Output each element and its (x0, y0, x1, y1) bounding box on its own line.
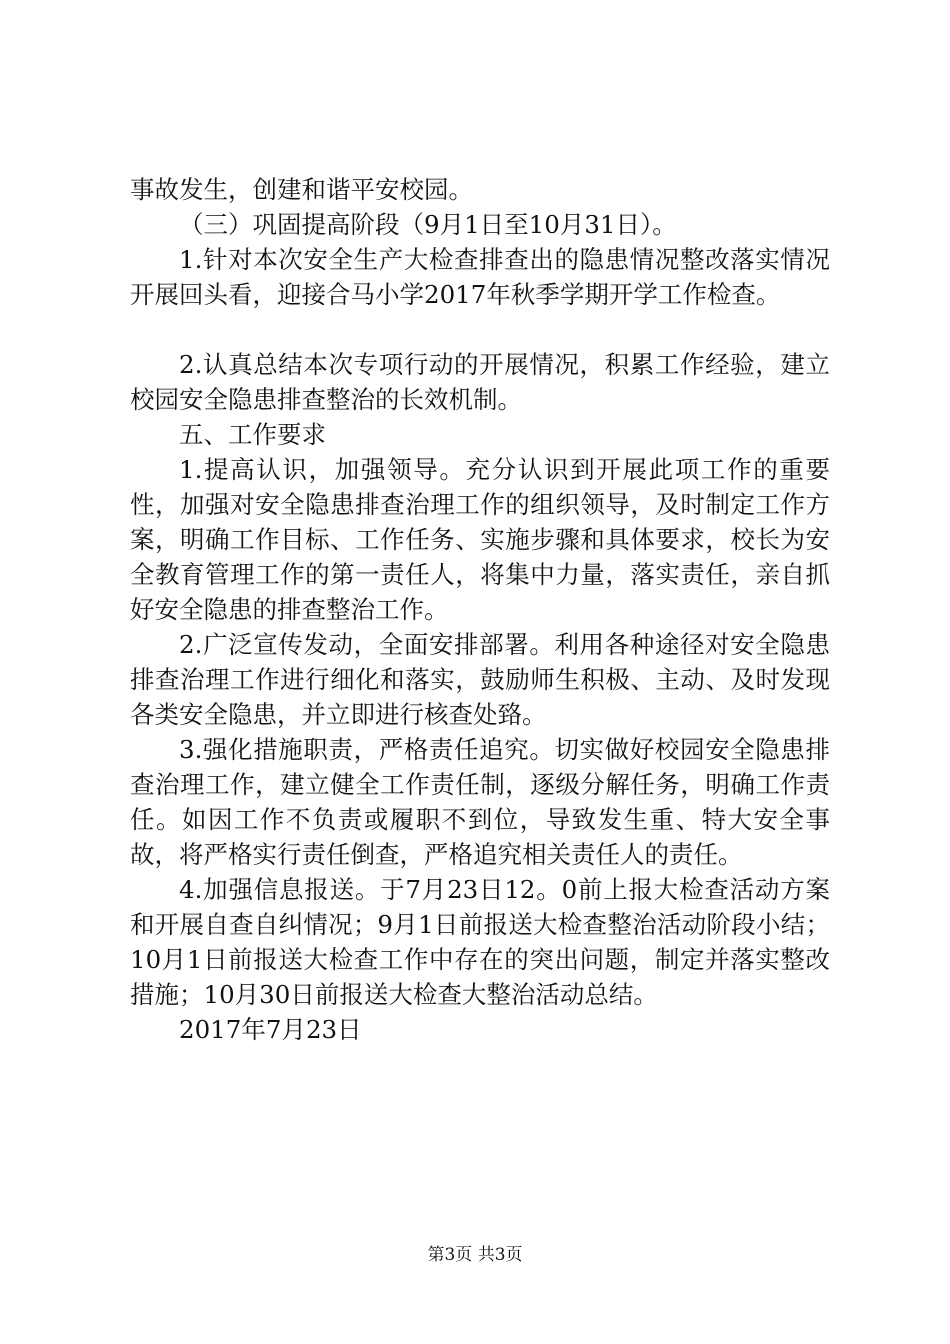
requirement-item-2: 2.广泛宣传发动，全面安排部署。利用各种途径对安全隐患排查治理工作进行细化和落实，鼓励师生积极、主动、及时发现各类安全隐患，并立即进行核查处臵。 (130, 630, 830, 729)
page-footer: 第3页 共3页 (427, 1245, 523, 1265)
requirement-item-1: 1.提高认识，加强领导。充分认识到开展此项工作的重要性，加强对安全隐患排查治理工作的组织领导，及时制定工作方案，明确工作目标、工作任务、实施步骤和具体要求，校长为安全教育管理工作的第一责任人，将集中力量，落实责任，亲自抓好安全隐患的排查整治工作。 (130, 455, 830, 624)
paragraph-item-1: 1.针对本次安全生产大检查排查出的隐患情况整改落实情况开展回头看，迎接合马小学2017年秋季学期开学工作检查。 (130, 245, 830, 309)
document-date: 2017年7月23日 (179, 1015, 362, 1044)
requirement-item-3: 3.强化措施职责，严格责任追究。切实做好校园安全隐患排查治理工作，建立健全工作责任制，逐级分解任务，明确工作责任。如因工作不负责或履职不到位，导致发生重、特大安全事故，将严格实行责任倒查，严格追究相关责任人的责任。 (130, 735, 830, 869)
section-heading-work-requirements: 五、工作要求 (179, 420, 326, 449)
paragraph-item-2: 2.认真总结本次专项行动的开展情况，积累工作经验，建立校园安全隐患排查整治的长效机制。 (130, 350, 830, 414)
section-heading-phase-three: （三）巩固提高阶段（9月1日至10月31日）。 (179, 210, 677, 239)
requirement-item-4: 4.加强信息报送。于7月23日12。0前上报大检查活动方案和开展自查自纠情况；9月1日前报送大检查整治活动阶段小结；10月1日前报送大检查工作中存在的突出问题，制定并落实整改措施；10月30日前报送大检查大整治活动总结。 (130, 875, 830, 1009)
paragraph-continuation: 事故发生，创建和谐平安校园。 (130, 175, 473, 204)
document-body (130, 172, 830, 1047)
